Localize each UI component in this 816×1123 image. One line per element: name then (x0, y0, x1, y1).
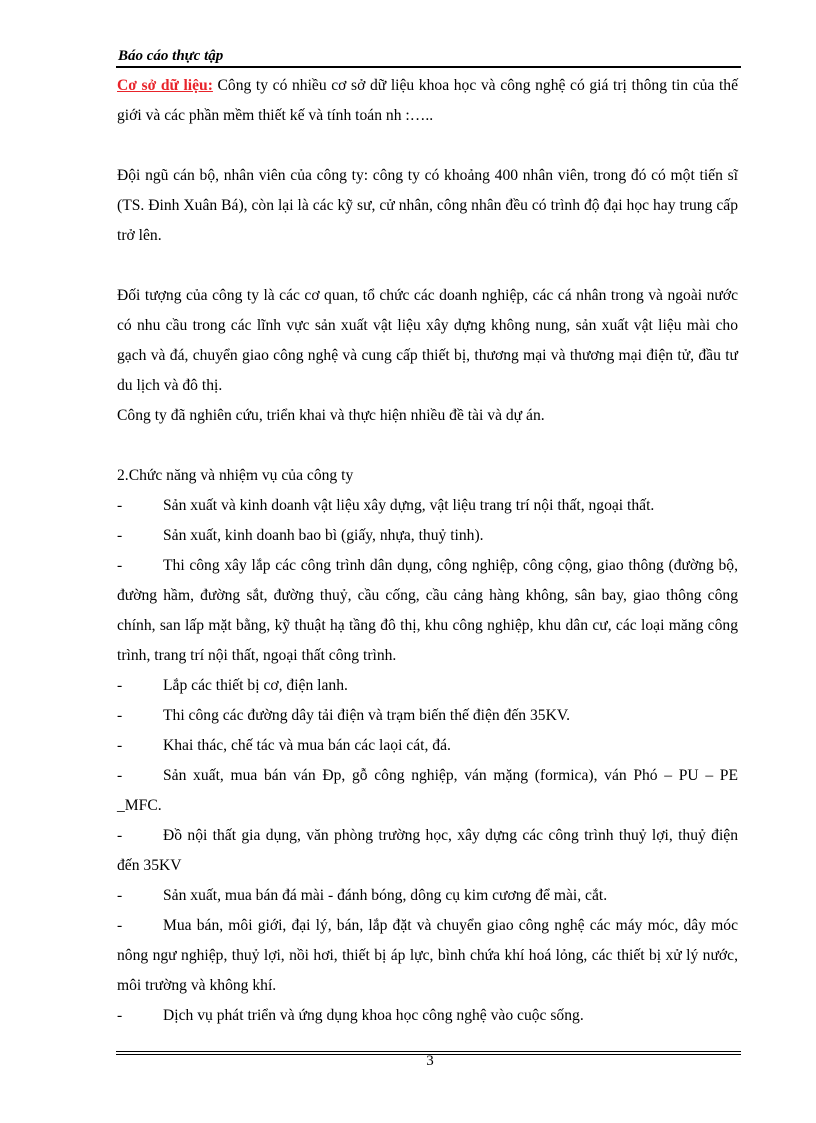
research-paragraph: Công ty đã nghiên cứu, triển khai và thực hiện nhiều đề tài và dự án. (117, 407, 545, 424)
list-item-text: Sản xuất và kinh doanh vật liệu xây dựng, vật liệu trang trí nội thất, ngoại thất. (163, 497, 655, 514)
list-dash: - (117, 497, 123, 514)
database-paragraph (117, 71, 738, 131)
database-label: Cơ sở dữ liệu: (117, 77, 213, 94)
list-item (117, 701, 738, 731)
header-rule (116, 66, 741, 68)
list-item-text: Đồ nội thất gia dụng, văn phòng trường học, xây dựng các công trình thuỷ lợi, thuỷ điện đến 35KV (117, 827, 738, 874)
list-dash: - (117, 677, 123, 694)
page-number: 3 (426, 1053, 434, 1069)
spacer (117, 431, 738, 461)
list-dash: - (117, 767, 123, 784)
list-item (117, 821, 738, 881)
list-item (117, 881, 738, 911)
document-body (117, 71, 738, 1031)
list-item (117, 911, 738, 1001)
list-item-text: Khai thác, chế tác và mua bán các laọi cát, đá. (163, 737, 451, 754)
list-item-text: Sản xuất, mua bán đá mài - đánh bóng, dông cụ kim cương để mài, cắt. (163, 887, 608, 904)
list-item (117, 761, 738, 821)
list-dash: - (117, 887, 123, 904)
list-item-text: Dịch vụ phát triển và ứng dụng khoa học công nghệ vào cuộc sống. (163, 1007, 584, 1024)
list-item (117, 491, 738, 521)
list-item-text: Sản xuất, kinh doanh bao bì (giấy, nhựa, thuỷ tinh). (163, 527, 484, 544)
list-dash: - (117, 737, 123, 754)
list-item (117, 731, 738, 761)
header-title: Báo cáo thực tập (118, 48, 224, 64)
section-heading: 2.Chức năng và nhiệm vụ của công ty (117, 467, 354, 484)
list-dash: - (117, 527, 123, 544)
list-dash: - (117, 557, 123, 574)
database-text: Công ty có nhiều cơ sở dữ liệu khoa học và công nghệ có giá trị thông tin của thế giới và các phần mềm thiết kế và tính toán nh :….. (117, 77, 738, 124)
list-item-text: Mua bán, môi giới, đại lý, bán, lắp đặt và chuyển giao công nghệ các máy móc, dây móc nông ngư nghiệp, thuỷ lợi, nồi hơi, thiết bị áp lực, bình chứa khí hoá lỏng, các thiết bị xử lý nước, môi trường và không khí. (117, 917, 738, 994)
list-dash: - (117, 917, 123, 934)
staff-paragraph: Đội ngũ cán bộ, nhân viên của công ty: công ty có khoảng 400 nhân viên, trong đó có một tiến sĩ (TS. Đinh Xuân Bá), còn lại là các kỹ sư, cử nhân, công nhân đều có trình độ đại học hay trung cấp trở lên. (117, 167, 738, 244)
list-dash: - (117, 1007, 123, 1024)
clients-paragraph: Đối tượng của công ty là các cơ quan, tổ chức các doanh nghiệp, các cá nhân trong và ngoài nước có nhu cầu trong các lĩnh vực sản xuất vật liệu xây dựng không nung, sản xuất vật liệu mài cho gạch và đá, chuyển giao công nghệ và cung cấp thiết bị, thương mại và thương mại điện tử, đầu tư du lịch và đô thị. (117, 287, 738, 394)
list-item-text: Thi công xây lắp các công trình dân dụng, công nghiệp, công cộng, giao thông (đường bộ, đường hầm, đường sắt, đường thuỷ, cầu cống, cầu cảng hàng không, sân bay, giao thông công chính, san lấp mặt bằng, kỹ thuật hạ tầng đô thị, khu công nghiệp, khu dân cư, các loại măng công trình, trang trí nội thất, ngoại thất công trình. (117, 557, 738, 664)
list-item (117, 521, 738, 551)
list-item (117, 671, 738, 701)
list-item-text: Sản xuất, mua bán ván Đp, gỗ công nghiệp, ván mặng (formica), ván Phó – PU – PE _MFC. (117, 767, 738, 814)
list-item-text: Thi công các đường dây tải điện và trạm biến thế điện đến 35KV. (163, 707, 571, 724)
list-item (117, 551, 738, 671)
spacer (117, 131, 738, 161)
list-item (117, 1001, 738, 1031)
spacer (117, 251, 738, 281)
list-dash: - (117, 827, 123, 844)
list-dash: - (117, 707, 123, 724)
list-item-text: Lắp các thiết bị cơ, điện lanh. (163, 677, 348, 694)
footer-rule (116, 1051, 741, 1052)
